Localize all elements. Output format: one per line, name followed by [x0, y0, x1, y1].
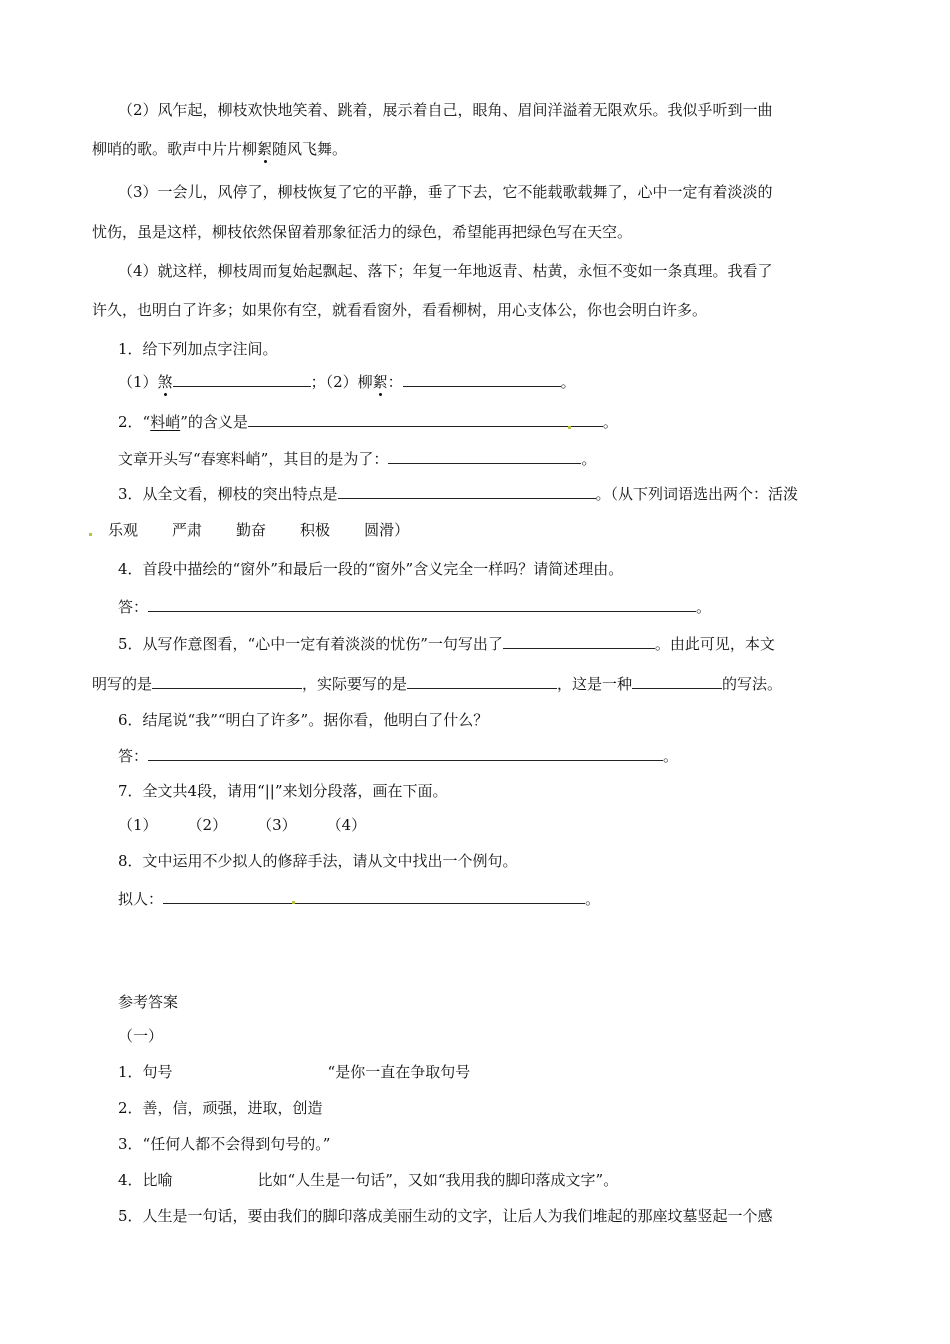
text: （一） [118, 1027, 164, 1045]
answer-3 [118, 1134, 330, 1154]
paragraph-marker: （4） [326, 816, 367, 834]
question-5-line-2 [92, 673, 782, 694]
text: 柳哨的歌。歌声中片片柳 [92, 140, 258, 158]
text: 4．比喻 [118, 1171, 173, 1189]
text: 。 [663, 747, 679, 765]
text: 。 [560, 373, 576, 391]
question-3 [118, 483, 798, 504]
text: “是你一直在争取句号 [327, 1063, 471, 1081]
option-word: 圆滑） [364, 521, 410, 539]
text: 答： [118, 598, 149, 616]
option-word: 严肃 [172, 521, 203, 539]
question-4-answer [118, 596, 711, 617]
answer-blank[interactable] [338, 483, 596, 499]
text: （3）一会儿，风停了，柳枝恢复了它的平静，垂了下去，它不能载歌载舞了，心中一定有着淡淡的 [118, 183, 773, 201]
answer-5 [118, 1206, 773, 1226]
text: 。 [696, 598, 712, 616]
text: 忧伤，虽是这样，柳枝依然保留着那象征活力的绿色，希望能再把绿色写在天空。 [92, 223, 633, 241]
question-8 [118, 851, 518, 871]
answer-blank[interactable] [388, 448, 581, 464]
paragraph-3-line-2 [92, 222, 632, 242]
text: （2）风乍起，柳枝欢快地笑着、跳着，展示着自己，眼角、眉间洋溢着无限欢乐。我似乎听到一曲 [118, 101, 773, 119]
answer-blank[interactable] [248, 411, 603, 427]
paragraph-4-line-1 [118, 261, 773, 281]
answer-blank[interactable] [148, 745, 663, 761]
option-word: 乐观 [108, 521, 139, 539]
text: 答： [118, 747, 149, 765]
text: 7．全文共4段，请用“||”来划分段落，画在下面。 [118, 782, 448, 800]
text: 5．人生是一句话，要由我们的脚印落成美丽生动的文字，让后人为我们堆起的那座坟墓竖起一个感 [118, 1207, 773, 1225]
paragraph-marker: （1） [118, 816, 158, 834]
scan-speck [568, 426, 571, 429]
answer-1 [118, 1062, 470, 1082]
text: 1．句号 [118, 1063, 173, 1081]
text: 的写法。 [722, 675, 783, 693]
answer-blank[interactable] [173, 371, 311, 387]
question-5 [118, 633, 775, 654]
text: ，实际要写的是 [302, 675, 408, 693]
text: 比如“人生是一句话”，又如“我用我的脚印落成文字”。 [257, 1171, 619, 1189]
option-word: 勤奋 [236, 521, 267, 539]
text: 。 [581, 450, 597, 468]
underlined-word: 料峭 [150, 413, 181, 431]
answer-4 [118, 1170, 618, 1190]
scan-speck [89, 533, 92, 536]
answers-section [118, 1026, 163, 1046]
answer-blank[interactable] [152, 673, 302, 689]
question-6-answer [118, 745, 678, 766]
paragraph-marker: （3） [257, 816, 297, 834]
answer-blank[interactable] [503, 633, 655, 649]
text: 8．文中运用不少拟人的修辞手法，请从文中找出一个例句。 [118, 852, 518, 870]
paragraph-2-line-1 [118, 100, 773, 120]
question-6 [118, 710, 488, 730]
option-word: 积极 [300, 521, 331, 539]
text: ”的含义是 [180, 413, 248, 431]
text: 3．“任何人都不会得到句号的。” [118, 1135, 331, 1153]
question-8-answer [118, 888, 600, 909]
text: ： [387, 373, 403, 391]
text: （4）就这样，柳枝周而复始起飘起、落下；年复一年地返青、枯黄，永恒不变如一条真理。我看了 [118, 262, 773, 280]
dotted-character: 煞 [157, 373, 173, 391]
text: 6．结尾说“我”“明白了许多”。据你看，他明白了什么？ [118, 711, 489, 729]
text: 3．从全文看，柳枝的突出特点是 [118, 485, 338, 503]
paragraph-marker: （2） [187, 816, 228, 834]
answer-2 [118, 1098, 323, 1118]
question-2-line-2 [118, 448, 596, 469]
text: 拟人： [118, 890, 164, 908]
text: 2．善，信，顽强，进取，创造 [118, 1099, 323, 1117]
text: 。 [602, 413, 618, 431]
text: 许久，也明白了许多；如果你有空，就看看窗外，看看柳树，用心支体公，你也会明白许多。 [92, 301, 708, 319]
text: （1） [118, 373, 158, 391]
text: 4．首段中描绘的“窗外”和最后一段的“窗外”含义完全一样吗？请简述理由。 [118, 560, 624, 578]
scan-speck [292, 901, 295, 904]
question-2 [118, 411, 618, 432]
text: 1．给下列加点字注间。 [118, 340, 278, 358]
question-4 [118, 559, 623, 579]
text: 随风飞舞。 [272, 140, 348, 158]
text: 5．从写作意图看，“心中一定有着淡淡的忧伤”一句写出了 [118, 635, 503, 653]
answer-blank[interactable] [632, 673, 722, 689]
text: 。（从下列词语选出两个：活泼 [595, 485, 799, 503]
question-1-blanks [118, 371, 576, 392]
paragraph-3-line-1 [118, 182, 773, 202]
question-7 [118, 781, 448, 801]
text: 文章开头写“春寒料峭”，其目的是为了： [118, 450, 389, 468]
text: ；（2）柳 [310, 373, 373, 391]
answer-blank[interactable] [407, 673, 557, 689]
text: 明写的是 [92, 675, 153, 693]
answers-heading [118, 992, 178, 1012]
answer-blank[interactable] [148, 596, 696, 612]
answer-blank[interactable] [163, 888, 585, 904]
text: 参考答案 [118, 993, 179, 1011]
paragraph-2-line-2 [92, 139, 347, 159]
answer-blank[interactable] [403, 371, 561, 387]
dotted-character: 絮 [372, 373, 388, 391]
text: 。由此可见，本文 [654, 635, 775, 653]
question-7-parts [118, 815, 366, 835]
paragraph-4-line-2 [92, 300, 707, 320]
question-3-options [108, 520, 409, 540]
text: ，这是一种 [557, 675, 633, 693]
text: 。 [585, 890, 601, 908]
question-1 [118, 339, 278, 359]
dotted-character: 絮 [257, 140, 273, 158]
text: 2．“ [118, 413, 151, 431]
